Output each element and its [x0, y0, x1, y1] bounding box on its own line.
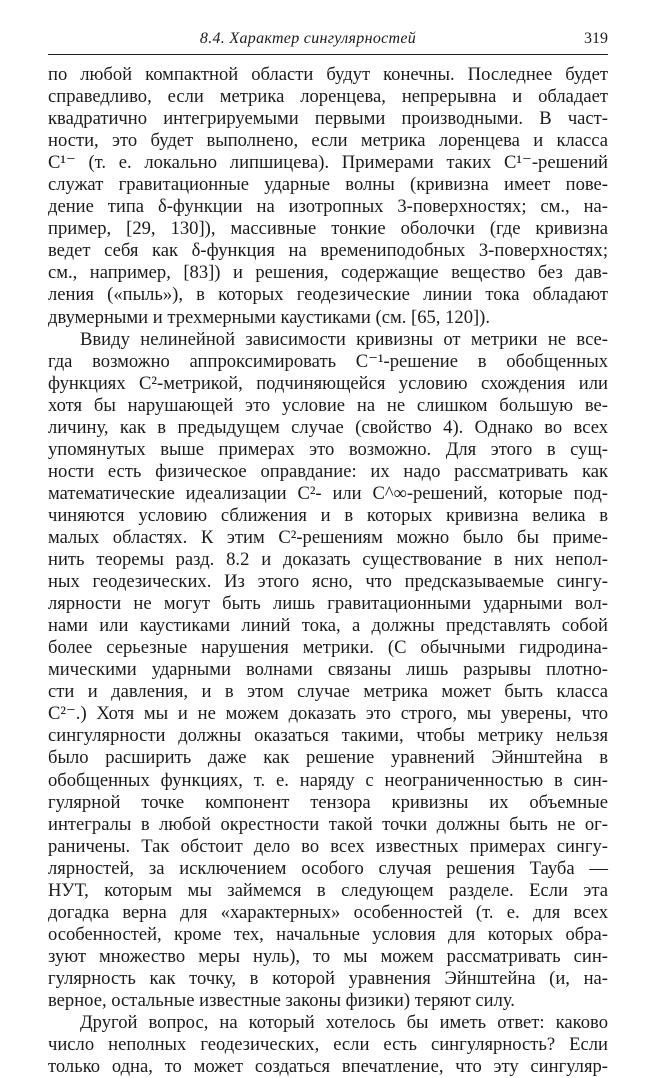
text-line: дение типа δ-функции на изотропных 3-поверхностях; см., на-: [48, 196, 608, 218]
text-line: лярности не могут быть лишь гравитационными ударными вол-: [48, 593, 608, 615]
text-line: ления («пыль»), в которых геодезические линии тока обладают: [48, 284, 608, 306]
text-line: по любой компактной области будут конечны. Последнее будет: [48, 64, 608, 85]
text-line: догадка верна для «характерных» особенностей (т. е. для всех: [48, 901, 608, 923]
text-line: ности, это будет выполнено, если метрика лоренцева и класса: [48, 130, 608, 152]
text-line: интегралы в любой окрестности такой точки должны быть не ог-: [48, 813, 608, 835]
body-text: [48, 64, 608, 1078]
text-line: квадратично интегрируемыми первыми производными. В част-: [48, 108, 608, 130]
text-line: справедливо, если метрика лоренцева, непрерывна и обладает: [48, 86, 608, 108]
running-title: 8.4. Характер сингулярностей: [199, 30, 417, 47]
text-line: см., например, [83]) и решения, содержащие вещество без дав-: [48, 262, 608, 284]
text-line: упомянутых выше примерах это возможно. Для этого в сущ-: [48, 438, 608, 460]
text-line: обобщенных функциях, т. е. наряду с неограниченностью в син-: [48, 769, 608, 791]
page-number: 319: [584, 30, 608, 47]
text-line: особенностей, кроме тех, начальные условия для которых обра-: [48, 923, 608, 945]
text-line: раничены. Так обстоит дело во всех известных примерах сингу-: [48, 835, 608, 857]
text-line: гулярность как точку, в которой уравнения Эйнштейна (и, на-: [48, 967, 608, 989]
text-line: мическими ударными волнами связаны лишь разрывы плотно-: [48, 659, 608, 681]
text-line: Ввиду нелинейной зависимости кривизны от метрики не все-: [80, 328, 608, 350]
text-line: сти и давления, и в этом случае метрика может быть класса: [48, 681, 608, 703]
text-line: число неполных геодезических, если есть сингулярность? Если: [48, 1034, 608, 1056]
text-line: гда возможно аппроксимировать C⁻¹-решение в обобщенных: [48, 350, 608, 372]
text-line: только одна, то может создаться впечатление, что эту сингуляр-: [48, 1056, 608, 1078]
text-line: функциях C²-метрикой, подчиняющейся условию схождения или: [48, 372, 608, 394]
text-line: служат гравитационные ударные волны (кривизна имеет пове-: [48, 174, 608, 196]
text-line: верное, остальные известные законы физики) теряют силу.: [48, 989, 515, 1011]
text-line: чиняются условию сближения и в которых кривизна велика в: [48, 504, 608, 526]
header-rule: [48, 54, 608, 55]
text-line: C¹⁻ (т. е. локально липшицева). Примерами таких C¹⁻-решений: [48, 152, 608, 174]
text-line: лярностей, за исключением особого случая решения Тауба —: [48, 857, 608, 879]
text-line: зуют множество меры нуль), то мы можем рассматривать син-: [48, 945, 608, 967]
text-line: малых областях. К этим C²-решениям можно было бы приме-: [48, 526, 608, 548]
text-line: хотя бы нарушающей это условие на не слишком большую ве-: [48, 394, 608, 416]
text-line: было расширить даже как решение уравнений Эйнштейна в: [48, 747, 608, 769]
text-line: нами или каустиками линий тока, а должны представлять собой: [48, 615, 608, 637]
running-header: [48, 24, 608, 50]
text-line: личину, как в предыдущем случае (свойство 4). Однако во всех: [48, 416, 608, 438]
text-line: более серьезные нарушения метрики. (С обычными гидродина-: [48, 637, 608, 659]
text-line: ных геодезических. Из этого ясно, что предсказываемые сингу-: [48, 571, 608, 593]
text-line: ведет себя как δ-функция на времениподобных 3-поверхностях;: [48, 240, 608, 262]
text-line: C²⁻.) Хотя мы и не можем доказать это строго, мы уверены, что: [48, 703, 608, 725]
text-line: двумерными и трехмерными каустиками (см. [65, 120]).: [48, 306, 491, 328]
text-line: НУТ, которым мы займемся в следующем разделе. Если эта: [48, 879, 608, 901]
text-line: сингулярности должны оказаться такими, чтобы метрику нельзя: [48, 725, 608, 747]
text-line: пример, [29, 130]), массивные тонкие оболочки (где кривизна: [48, 218, 608, 240]
text-line: нить теоремы разд. 8.2 и доказать существование в них непол-: [48, 549, 608, 571]
text-line: математические идеализации C²- или C^∞-решений, которые под-: [48, 482, 608, 504]
text-line: ности есть физическое оправдание: их надо рассматривать как: [48, 460, 608, 482]
text-line: гулярной точке компонент тензора кривизны их объемные: [48, 791, 608, 813]
text-line: Другой вопрос, на который хотелось бы иметь ответ: каково: [80, 1012, 608, 1034]
